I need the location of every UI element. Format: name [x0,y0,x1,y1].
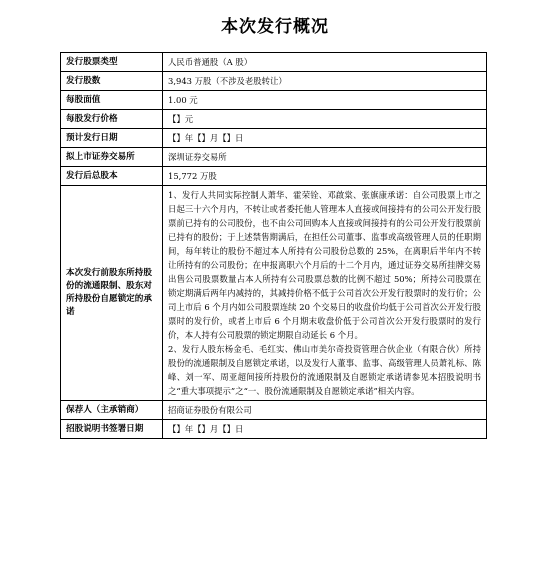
table-row [61,186,487,401]
table-row [61,401,487,420]
row-value: 15,772 万股 [163,167,487,186]
table-row [61,148,487,167]
row-label: 每股面值 [61,91,163,110]
row-value: 【】年【】月【】日 [163,129,487,148]
offering-summary-table [60,52,487,439]
table-row [61,72,487,91]
commitment-paragraph: 2、发行人股东杨金毛、毛红实、佛山市美尔奇投资管理合伙企业（有限合伙）所持股份的流通限制及自愿锁定承诺，以及发行人董事、监事、高级管理人员萧礼标、陈峰、刘一军、周亚超间接所持股份的流通限制及自愿锁定承诺请参见本招股说明书之“重大事项提示”之“一、股份流通限制及自愿锁定承诺”相关内容。 [168,344,481,396]
row-label: 拟上市证券交易所 [61,148,163,167]
row-label: 保荐人（主承销商） [61,401,163,420]
table-row [61,167,487,186]
row-label: 每股发行价格 [61,110,163,129]
row-value: 深圳证券交易所 [163,148,487,167]
row-label: 发行后总股本 [61,167,163,186]
row-label: 招股说明书签署日期 [61,420,163,439]
row-value: 【】元 [163,110,487,129]
row-value: 招商证券股份有限公司 [163,401,487,420]
row-value: 【】年【】月【】日 [163,420,487,439]
table-row [61,91,487,110]
table-row [61,129,487,148]
table-row [61,53,487,72]
row-value [163,186,487,401]
row-value: 1.00 元 [163,91,487,110]
page-title: 本次发行概况 [221,17,329,37]
row-value: 3,943 万股（不涉及老股转让） [163,72,487,91]
row-value: 人民币普通股（A 股） [163,53,487,72]
row-label: 本次发行前股东所持股份的流通限制、股东对所持股份自愿锁定的承诺 [61,186,163,401]
table-row [61,420,487,439]
table-row [61,110,487,129]
row-label: 发行股票类型 [61,53,163,72]
commitment-paragraph: 1、发行人共同实际控制人萧华、霍荣铨、邓啟棠、张旗康承诺：自公司股票上市之日起三十六个月内，不转让或者委托他人管理本人直接或间接持有的公司公开发行股票前已持有的公司股份，也不由公司回购本人直接或间接持有的公司公开发行股票前已持有的股份；于上述禁售期满后，在担任公司董事、监事或高级管理人员的任职期间，每年转让的股份不超过本人所持有公司股份总数的 25%，在离职后半年内不转让所持有的公司股份；在申报离职六个月后的十二个月内，通过证券交易所挂牌交易出售公司股票数量占本人所持有公司股票总数的比例不超过 50%；所持公司股票在锁定期满后两年内减持的，其减持价格不低于公司首次公开发行股票时的发行价；公司上市后 6 个月内如公司股票连续 20 个交易日的收盘价均低于公司首次公开发行股票时的发行价，或者上市后 6 个月期末收盘价低于公司首次公开发行股票时的发行价，本人持有公司股票的锁定期限自动延长 6 个月。 [168,190,481,340]
row-label: 预计发行日期 [61,129,163,148]
row-label: 发行股数 [61,72,163,91]
